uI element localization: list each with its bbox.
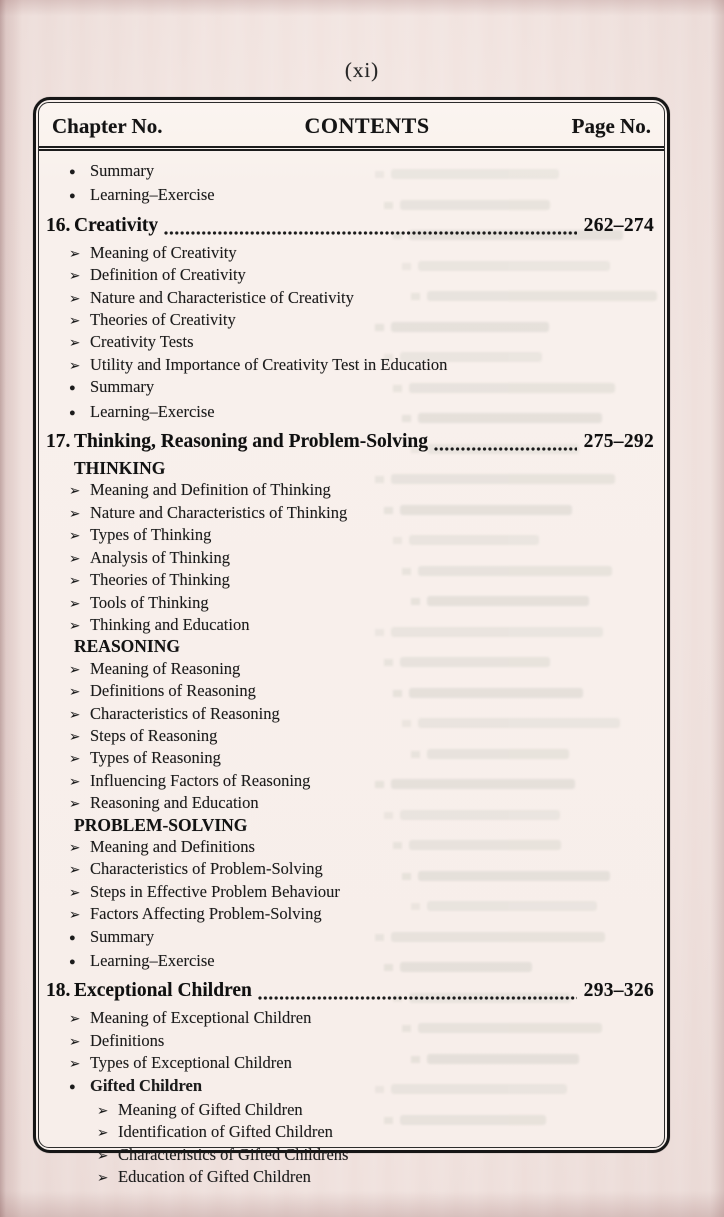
arrow-icon: ➢ [69, 550, 81, 566]
arrow-icon: ➢ [69, 884, 81, 900]
chapter-number: 18. [46, 980, 71, 1002]
arrow-icon: ➢ [97, 1147, 109, 1163]
arrow-icon: ➢ [69, 335, 81, 351]
toc-item [46, 747, 654, 769]
toc-item-label: Influencing Factors of Reasoning [90, 770, 311, 790]
toc-item-label: Steps of Reasoning [90, 725, 218, 745]
arrow-icon: ➢ [97, 1125, 109, 1141]
bullet-icon: ● [69, 931, 76, 944]
toc-item [46, 658, 654, 680]
arrow-icon: ➢ [69, 706, 81, 722]
toc-item-label: Nature and Characteristice of Creativity [90, 287, 354, 307]
toc-item-label: Meaning of Creativity [90, 242, 237, 262]
toc-item [46, 592, 654, 614]
toc-item-label: Summary [90, 161, 155, 180]
chapter-title: Thinking, Reasoning and Problem-Solving [74, 431, 428, 453]
arrow-icon: ➢ [69, 573, 81, 589]
toc-item [46, 242, 654, 264]
toc-item-label: Theories of Creativity [90, 310, 236, 330]
toc-item [46, 903, 654, 925]
chapter-number: 16. [46, 214, 71, 236]
toc-item [46, 401, 654, 425]
arrow-icon: ➢ [69, 796, 81, 812]
arrow-icon: ➢ [69, 907, 81, 923]
page-column-heading: Page No. [571, 114, 651, 138]
arrow-icon: ➢ [69, 245, 81, 261]
toc-item [46, 160, 654, 184]
arrow-icon: ➢ [69, 773, 81, 789]
toc-item [46, 680, 654, 702]
toc-item-label: Summary [90, 926, 155, 946]
toc-item [46, 376, 654, 400]
arrow-icon: ➢ [69, 290, 81, 306]
section-heading-label: PROBLEM-SOLVING [74, 814, 248, 835]
toc-item-label: Characteristics of Problem-Solving [90, 859, 323, 879]
arrow-icon: ➢ [69, 862, 81, 878]
toc-item-label: Tools of Thinking [90, 592, 209, 612]
arrow-icon: ➢ [97, 1103, 109, 1119]
toc-item-label: Meaning and Definition of Thinking [90, 480, 331, 500]
toc-item-label: Summary [90, 377, 155, 397]
toc-item [46, 926, 654, 950]
chapter-page-range: 293–326 [583, 980, 654, 1002]
bullet-icon: ● [69, 406, 76, 419]
toc-item [46, 1099, 654, 1121]
toc-section-heading [46, 636, 654, 657]
contents-frame [33, 97, 670, 1187]
chapter-title: Exceptional Children [74, 980, 252, 1002]
dot-leader [258, 996, 577, 1000]
toc-item-label: Theories of Thinking [90, 570, 230, 590]
toc-item [46, 1007, 654, 1029]
bullet-icon: ● [69, 190, 76, 203]
page-folio: (xi) [344, 58, 380, 82]
arrow-icon: ➢ [69, 595, 81, 611]
bullet-icon: ● [69, 956, 76, 968]
toc-list [39, 151, 664, 1195]
toc-item-label: Identification of Gifted Children [118, 1122, 333, 1142]
toc-item-label: Reasoning and Education [90, 793, 259, 813]
arrow-icon: ➢ [69, 483, 81, 499]
toc-item [46, 1166, 654, 1188]
toc-section-heading [46, 458, 654, 479]
chapter-number: 17. [46, 431, 71, 453]
toc-item-label: Learning–Exercise [90, 951, 215, 970]
toc-item [46, 524, 654, 546]
toc-item [46, 331, 654, 353]
toc-item-label: Characteristics of Gifted Childrens [118, 1144, 349, 1164]
arrow-icon: ➢ [69, 505, 81, 521]
toc-item-label: Education of Gifted Children [118, 1167, 311, 1187]
toc-item [46, 1121, 654, 1143]
arrow-icon: ➢ [69, 1056, 81, 1072]
toc-item [46, 264, 654, 286]
arrow-icon: ➢ [69, 617, 81, 633]
chapter-page-range: 262–274 [583, 214, 654, 236]
toc-item [46, 836, 654, 858]
toc-item [46, 703, 654, 725]
arrow-icon: ➢ [69, 751, 81, 767]
toc-item-label: Steps in Effective Problem Behaviour [90, 881, 340, 901]
toc-item-label: Meaning of Exceptional Children [90, 1008, 312, 1028]
toc-item [46, 287, 654, 309]
toc-item-label: Types of Exceptional Children [90, 1053, 292, 1073]
toc-chapter-row [46, 213, 654, 239]
toc-item [46, 569, 654, 591]
toc-item-label: Definition of Creativity [90, 265, 246, 285]
toc-item-label: Types of Reasoning [90, 748, 221, 768]
toc-item [46, 858, 654, 880]
toc-item [46, 792, 654, 814]
arrow-icon: ➢ [69, 357, 81, 373]
toc-item-label: Thinking and Education [90, 614, 250, 634]
arrow-icon: ➢ [69, 1033, 81, 1049]
toc-item-label: Nature and Characteristics of Thinking [90, 502, 348, 522]
chapter-page-range: 275–292 [583, 431, 654, 453]
toc-item-label: Utility and Importance of Creativity Test in Education [90, 354, 448, 374]
toc-item [46, 950, 654, 974]
toc-section-heading [46, 815, 654, 836]
toc-item [46, 309, 654, 331]
toc-item-label: Meaning of Gifted Children [118, 1100, 303, 1120]
toc-item-label: Meaning of Reasoning [90, 658, 241, 678]
arrow-icon: ➢ [69, 1011, 81, 1027]
toc-item-label: Gifted Children [90, 1075, 202, 1095]
dot-leader [434, 447, 577, 451]
arrow-icon: ➢ [69, 268, 81, 284]
section-heading-label: REASONING [74, 636, 180, 657]
toc-item [46, 614, 654, 636]
arrow-icon: ➢ [69, 684, 81, 700]
toc-item [46, 1052, 654, 1074]
bullet-icon: ● [69, 1080, 76, 1093]
toc-item [46, 547, 654, 569]
toc-item-label: Learning–Exercise [90, 185, 215, 205]
toc-item [46, 1030, 654, 1052]
bullet-icon: ● [69, 166, 76, 178]
arrow-icon: ➢ [69, 313, 81, 329]
toc-item-label: Creativity Tests [90, 332, 194, 352]
toc-item [46, 502, 654, 524]
arrow-icon: ➢ [69, 528, 81, 544]
toc-item [46, 479, 654, 501]
section-heading-label: THINKING [74, 458, 166, 479]
toc-item-label: Analysis of Thinking [90, 547, 230, 567]
toc-item [46, 184, 654, 208]
toc-item-label: Factors Affecting Problem-Solving [90, 904, 322, 924]
toc-item [46, 1075, 654, 1099]
toc-item-label: Characteristics of Reasoning [90, 703, 280, 723]
arrow-icon: ➢ [97, 1170, 109, 1186]
toc-item [46, 354, 654, 376]
toc-item-label: Meaning and Definitions [90, 836, 255, 856]
contents-frame-inner [38, 102, 665, 1187]
chapter-column-heading: Chapter No. [52, 114, 163, 138]
toc-item-label: Definitions [90, 1030, 165, 1050]
contents-title: CONTENTS [304, 113, 430, 138]
chapter-title: Creativity [74, 214, 159, 236]
toc-item-label: Types of Thinking [90, 525, 212, 545]
toc-chapter-row [46, 429, 654, 455]
contents-header [39, 103, 664, 151]
bullet-icon: ● [69, 382, 76, 395]
toc-item-label: Definitions of Reasoning [90, 681, 256, 701]
toc-item [46, 770, 654, 792]
toc-item [46, 881, 654, 903]
toc-item-label: Learning–Exercise [90, 401, 215, 421]
toc-chapter-row [46, 978, 654, 1004]
toc-item [46, 725, 654, 747]
arrow-icon: ➢ [69, 728, 81, 744]
arrow-icon: ➢ [69, 661, 81, 677]
dot-leader [164, 231, 577, 235]
arrow-icon: ➢ [69, 839, 81, 855]
toc-item [46, 1144, 654, 1166]
